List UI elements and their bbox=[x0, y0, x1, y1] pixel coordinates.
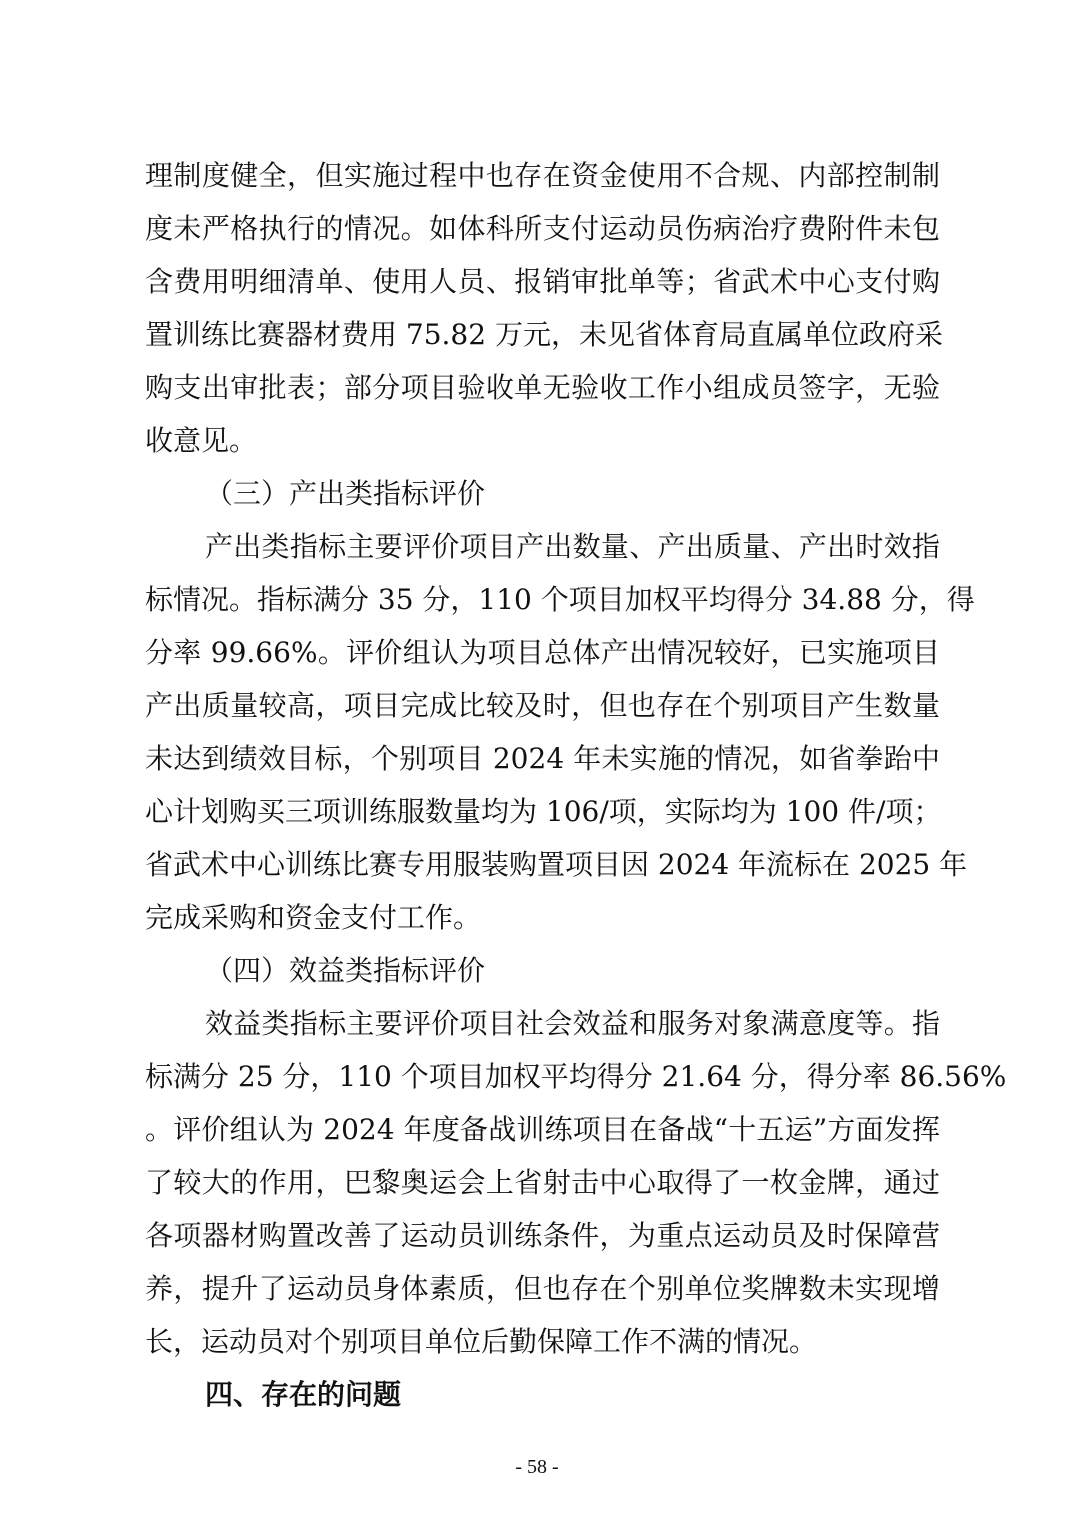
paragraph-3-line-2: 标满分 25 分，110 个项目加权平均得分 21.64 分，得分率 86.56% bbox=[145, 1060, 1007, 1093]
section-heading-issues: 四、存在的问题 bbox=[205, 1378, 402, 1411]
paragraph-2-line-6: 心计划购买三项训练服数量均为 106/项，实际均为 100 件/项； bbox=[145, 795, 942, 828]
paragraph-1-line-3: 含费用明细清单、使用人员、报销审批单等；省武术中心支付购 bbox=[145, 265, 940, 298]
paragraph-3-line-5: 各项器材购置改善了运动员训练条件，为重点运动员及时保障营 bbox=[145, 1219, 940, 1252]
paragraph-1-line-4: 置训练比赛器材费用 75.82 万元，未见省体育局直属单位政府采 bbox=[145, 318, 943, 351]
paragraph-1-line-1: 理制度健全，但实施过程中也存在资金使用不合规、内部控制制 bbox=[145, 159, 940, 192]
paragraph-3-line-7: 长，运动员对个别项目单位后勤保障工作不满的情况。 bbox=[145, 1325, 818, 1358]
paragraph-3-line-6: 养，提升了运动员身体素质，但也存在个别单位奖牌数未实现增 bbox=[145, 1272, 940, 1305]
paragraph-1-line-2: 度未严格执行的情况。如体科所支付运动员伤病治疗费附件未包 bbox=[145, 212, 940, 245]
paragraph-2-line-4: 产出质量较高，项目完成比较及时，但也存在个别项目产生数量 bbox=[145, 689, 940, 722]
paragraph-2-line-5: 未达到绩效目标，个别项目 2024 年未实施的情况，如省拳跆中 bbox=[145, 742, 940, 775]
paragraph-3-line-1: 效益类指标主要评价项目社会效益和服务对象满意度等。指 bbox=[205, 1007, 940, 1040]
paragraph-1-line-6: 收意见。 bbox=[145, 424, 258, 457]
subheading-output-indicators: （三）产出类指标评价 bbox=[205, 477, 486, 510]
paragraph-1-line-5: 购支出审批表；部分项目验收单无验收工作小组成员签字，无验 bbox=[145, 371, 940, 404]
paragraph-2-line-7: 省武术中心训练比赛专用服装购置项目因 2024 年流标在 2025 年 bbox=[145, 848, 968, 881]
paragraph-3-line-3: 。评价组认为 2024 年度备战训练项目在备战“十五运”方面发挥 bbox=[145, 1113, 940, 1146]
paragraph-2-line-1: 产出类指标主要评价项目产出数量、产出质量、产出时效指 bbox=[205, 530, 940, 563]
paragraph-2-line-8: 完成采购和资金支付工作。 bbox=[145, 901, 482, 934]
page-number: - 58 - bbox=[515, 1456, 559, 1478]
subheading-benefit-indicators: （四）效益类指标评价 bbox=[205, 954, 486, 987]
paragraph-3-line-4: 了较大的作用，巴黎奥运会上省射击中心取得了一枚金牌，通过 bbox=[145, 1166, 940, 1199]
paragraph-2-line-2: 标情况。指标满分 35 分，110 个项目加权平均得分 34.88 分，得 bbox=[145, 583, 975, 616]
paragraph-2-line-3: 分率 99.66%。评价组认为项目总体产出情况较好，已实施项目 bbox=[145, 636, 940, 669]
